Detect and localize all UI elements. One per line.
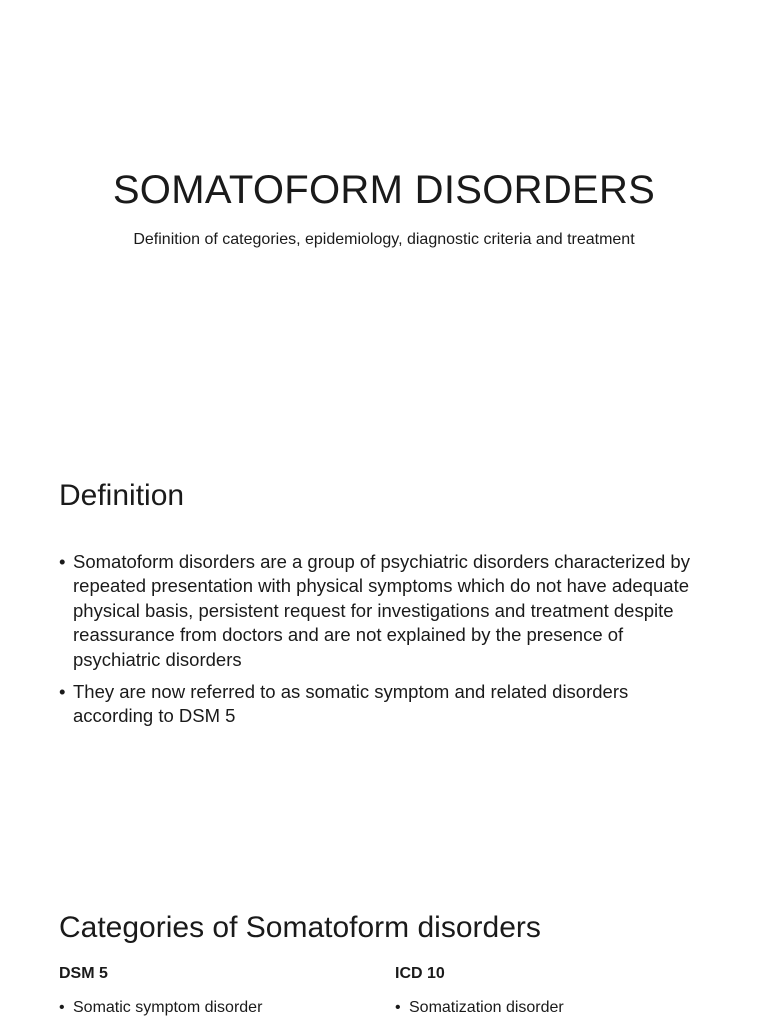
list-item [59, 998, 262, 1018]
list-item [395, 998, 564, 1018]
bullet-icon: • [59, 551, 66, 572]
presentation-subtitle: Definition of categories, epidemiology, diagnostic criteria and treatment [133, 231, 635, 248]
icd10-category-list [395, 998, 564, 1018]
category-item-text: Somatization disorder [409, 999, 564, 1016]
definition-heading: Definition [59, 479, 185, 512]
presentation-title: SOMATOFORM DISORDERS [112, 168, 656, 212]
category-item-text: Somatic symptom disorder [73, 999, 263, 1016]
definition-bullet-list [59, 550, 709, 737]
slide-title [0, 0, 768, 432]
slide-categories [0, 864, 768, 1024]
bullet-text: They are now referred to as somatic symptom and related disorders according to DSM 5 [73, 681, 629, 727]
bullet-icon: • [59, 999, 65, 1016]
icd10-column-heading: ICD 10 [395, 965, 445, 982]
bullet-icon: • [59, 681, 66, 703]
bullet-text: Somatoform disorders are a group of psychiatric disorders characterized by repeated presentation with physical symptoms which do not have adequate physical basis, persistent request for investigations and treatment despite reassurance from doctors and are not explained by the presence of psychiatric disorders [73, 551, 690, 670]
list-item [59, 680, 709, 729]
categories-heading: Categories of Somatoform disorders [59, 911, 541, 944]
dsm5-category-list [59, 998, 262, 1018]
slide-definition [0, 432, 768, 864]
bullet-icon: • [395, 999, 401, 1016]
dsm5-column-heading: DSM 5 [59, 965, 108, 982]
list-item [59, 550, 709, 672]
